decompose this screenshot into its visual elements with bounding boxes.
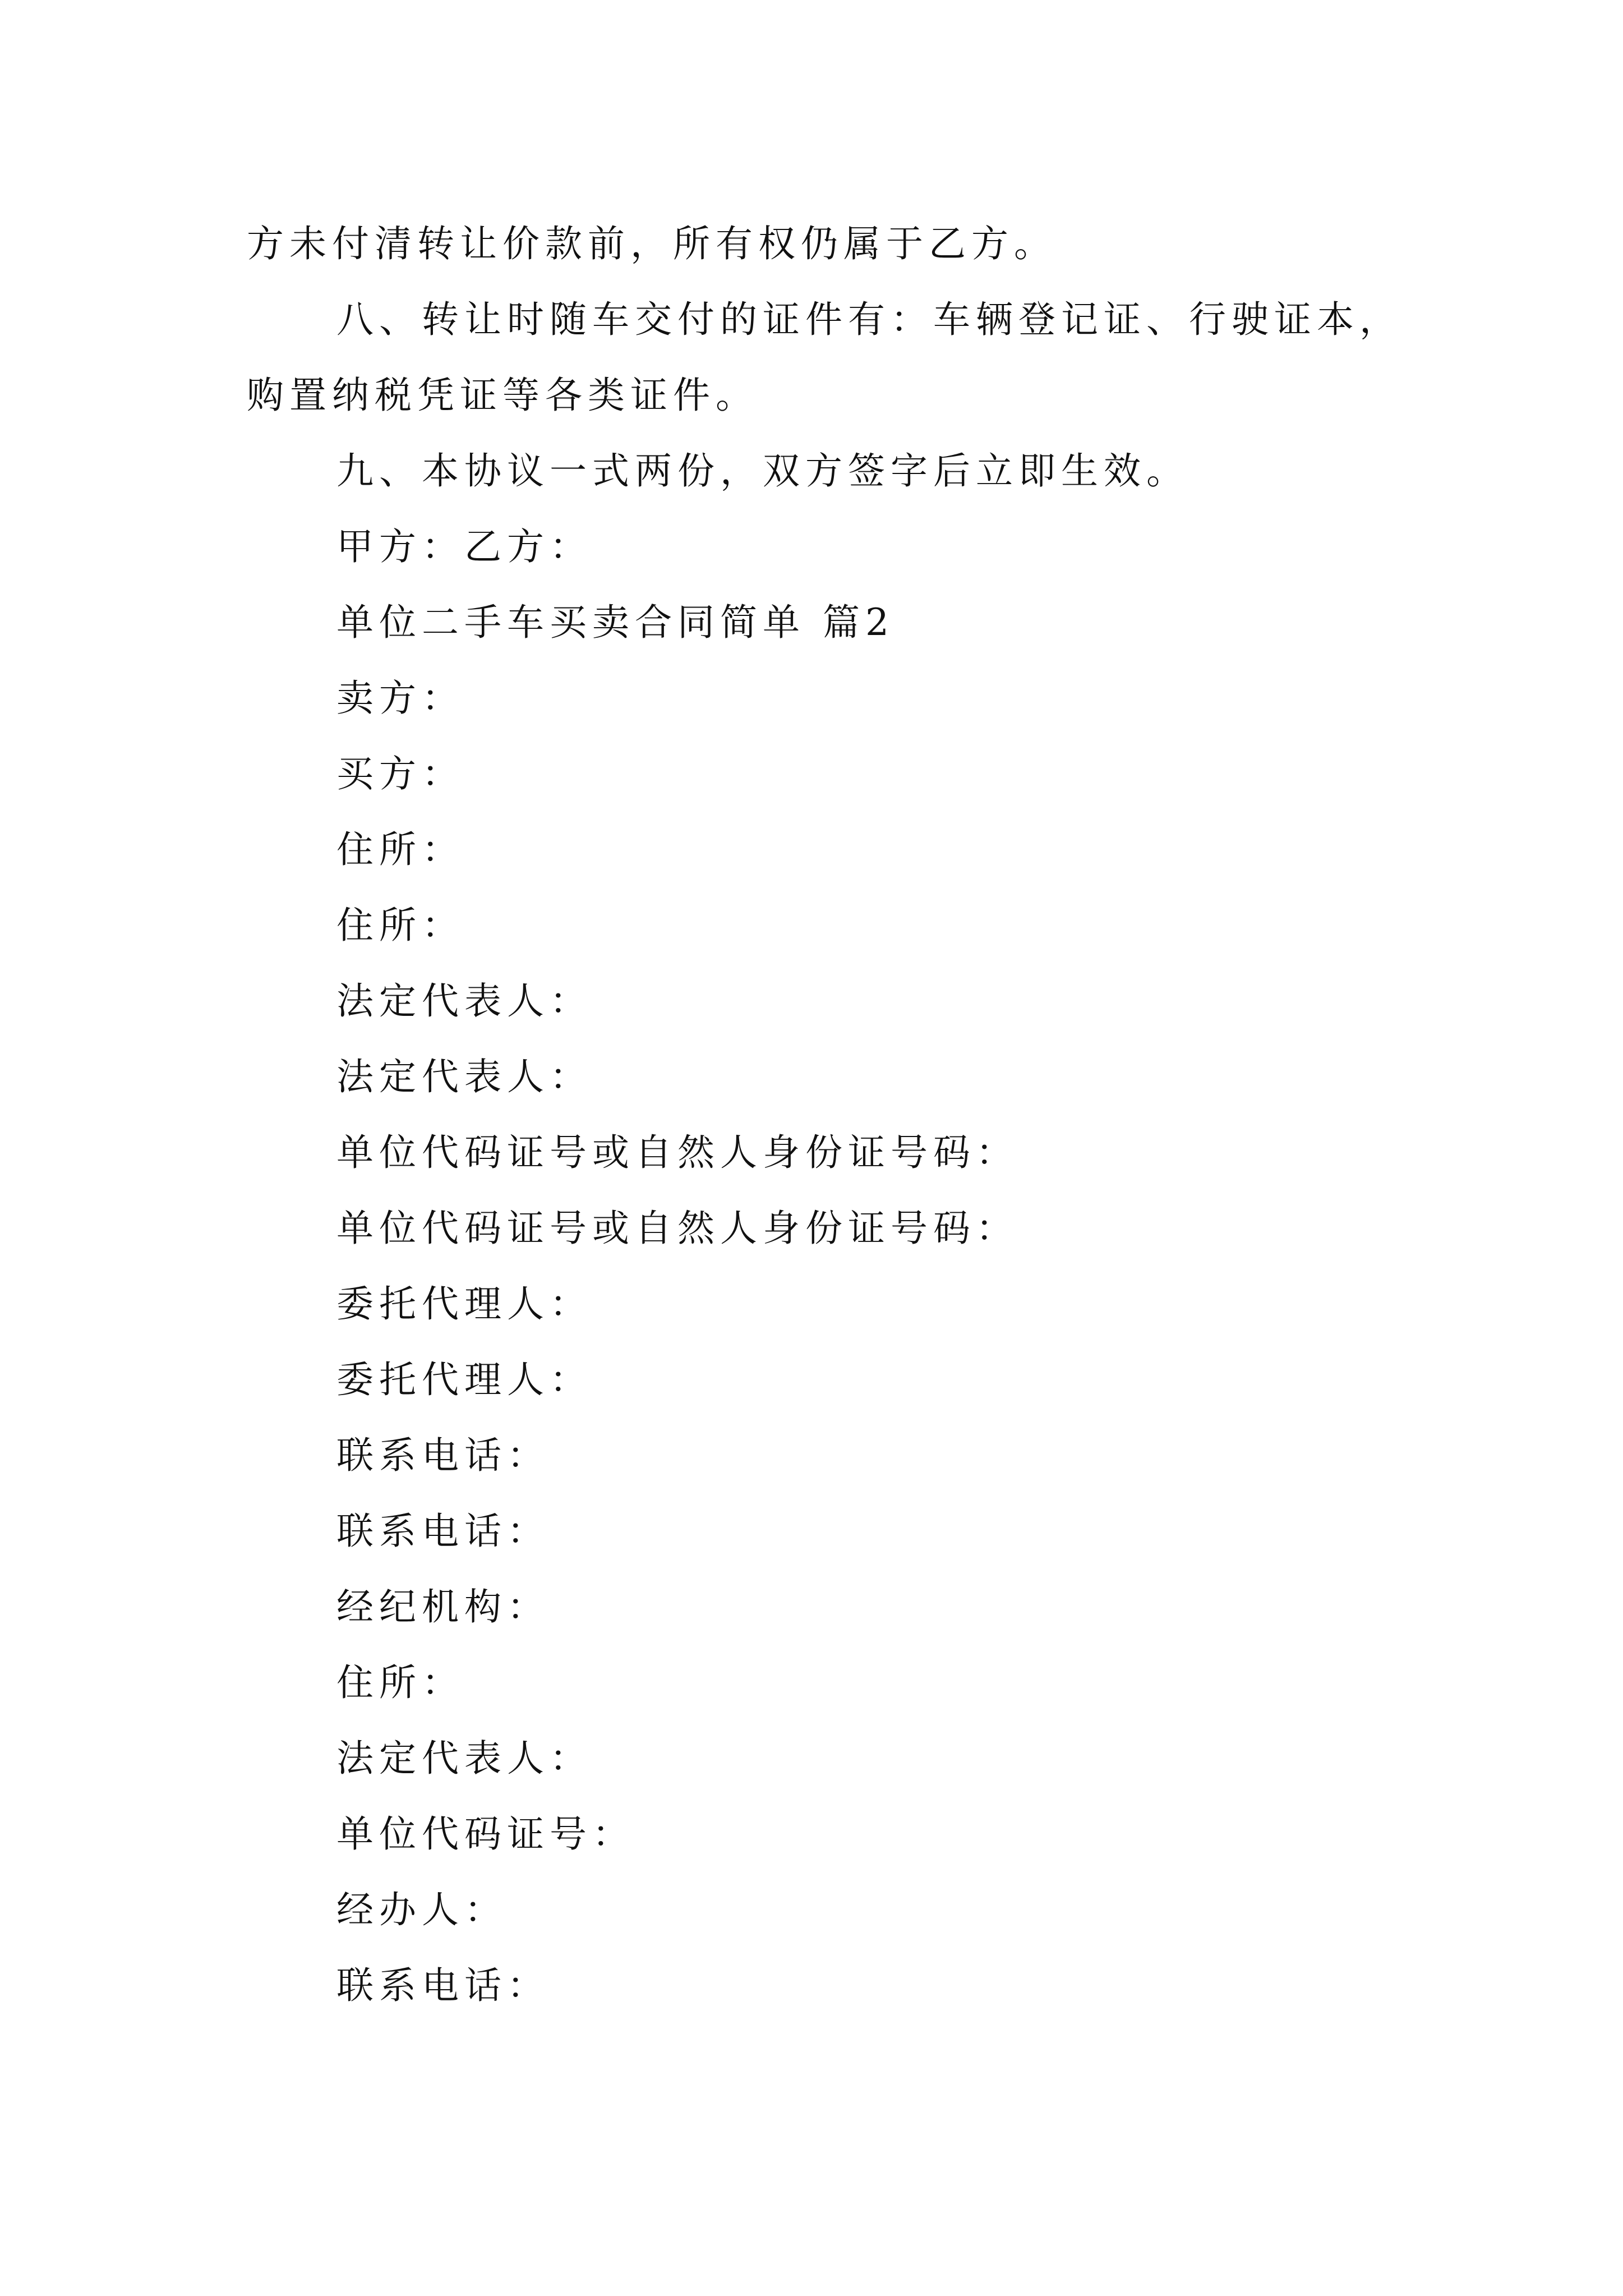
- text-line-11: 法定代表人：: [336, 979, 592, 1023]
- text-line-12: 法定代表人：: [336, 1055, 592, 1098]
- text-line-4: 九、本协议一式两份，双方签字后立即生效。: [336, 449, 1189, 493]
- text-line-2: 八、转让时随车交付的证件有：车辆登记证、行驶证本，: [336, 298, 1402, 341]
- text-line-18: 联系电话：: [336, 1510, 550, 1553]
- text-line-16: 委托代理人：: [336, 1358, 592, 1401]
- text-line-20: 住所：: [336, 1661, 464, 1704]
- text-line-22: 单位代码证号：: [336, 1812, 635, 1856]
- text-line-7: 卖方：: [336, 677, 464, 720]
- text-line-8: 买方：: [336, 752, 464, 795]
- text-line-9: 住所：: [336, 828, 464, 871]
- text-line-3: 购置纳税凭证等各类证件。: [247, 374, 758, 417]
- text-line-5: 甲方：乙方：: [336, 525, 592, 568]
- text-line-15: 委托代理人：: [336, 1282, 592, 1326]
- text-line-14: 单位代码证号或自然人身份证号码：: [336, 1207, 1018, 1250]
- text-line-23: 经办人：: [336, 1888, 507, 1931]
- text-line-21: 法定代表人：: [336, 1737, 592, 1780]
- section-heading: 单位二手车买卖合同简单 篇2: [336, 601, 895, 644]
- text-line-1: 方未付清转让价款前，所有权仍属于乙方。: [247, 222, 1057, 265]
- text-line-10: 住所：: [336, 904, 464, 947]
- text-line-24: 联系电话：: [336, 1964, 550, 2007]
- text-line-13: 单位代码证号或自然人身份证号码：: [336, 1131, 1018, 1174]
- text-line-17: 联系电话：: [336, 1434, 550, 1477]
- text-line-19: 经纪机构：: [336, 1585, 550, 1628]
